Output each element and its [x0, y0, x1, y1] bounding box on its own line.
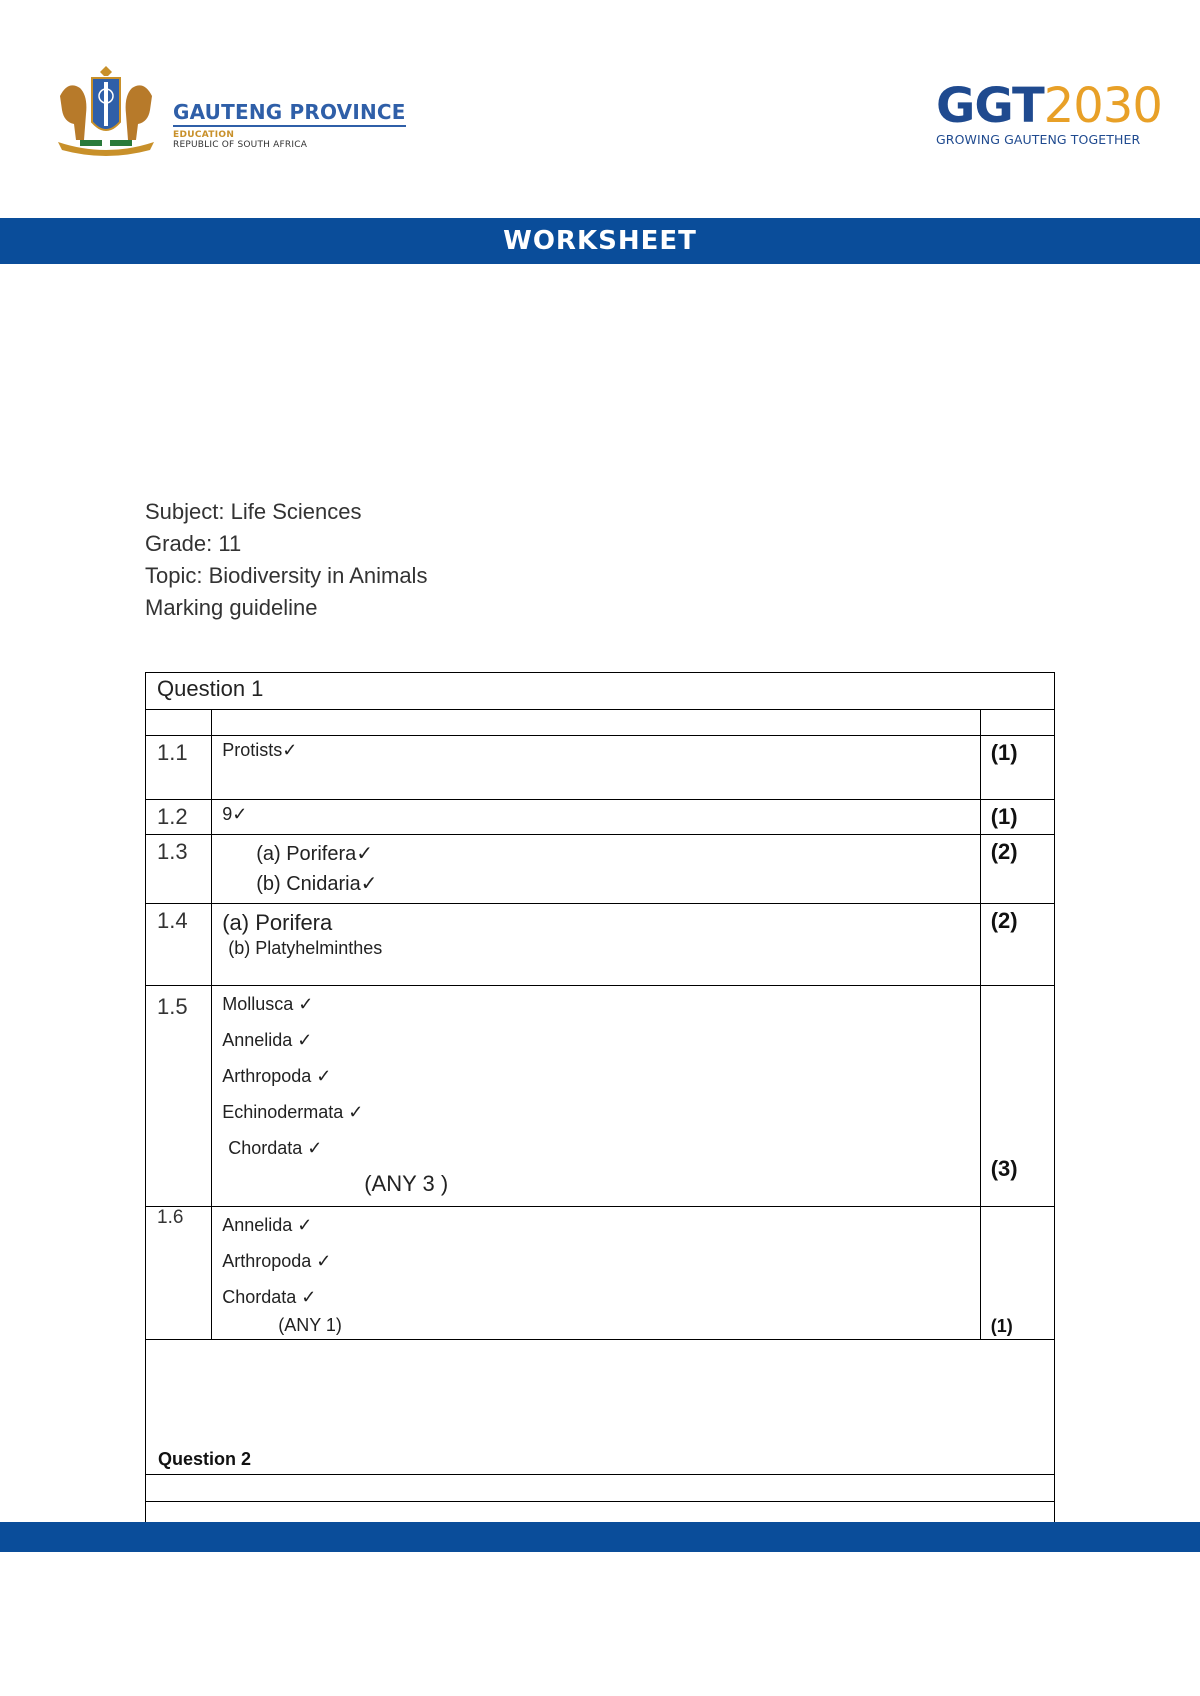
answer-line: (b) Cnidaria✓ — [256, 873, 378, 895]
answer-line: Annelida ✓ — [222, 1215, 313, 1235]
worksheet-meta — [145, 496, 427, 624]
answer-line: Echinodermata ✓ — [222, 1102, 364, 1122]
province-title: GAUTENG PROVINCE — [173, 100, 406, 127]
mark-cell: (1) — [980, 1207, 1054, 1340]
answer-cell — [212, 1207, 981, 1340]
marking-guideline-table — [145, 672, 1055, 1529]
answer-cell — [212, 800, 981, 835]
table-row — [146, 835, 1055, 904]
table-row — [146, 800, 1055, 835]
province-logo-text — [173, 100, 406, 150]
page-header — [0, 0, 1200, 200]
question2-title: Question 2 — [146, 1340, 1055, 1475]
question2-header-row — [146, 1340, 1055, 1475]
coat-of-arms-icon — [50, 66, 162, 156]
table-row — [146, 1207, 1055, 1340]
mark-cell: (3) — [980, 986, 1054, 1207]
question-number: 1.3 — [146, 835, 212, 904]
table-row — [146, 904, 1055, 986]
question1-title: Question 1 — [146, 673, 1055, 710]
topic-line: Topic: Biodiversity in Animals — [145, 563, 428, 588]
question-number: 1.4 — [146, 904, 212, 986]
answer-cell — [212, 986, 981, 1207]
answer-cell — [212, 835, 981, 904]
answer-line: (a) Porifera — [222, 910, 333, 935]
province-department: EDUCATION — [173, 130, 235, 140]
mark-cell: (1) — [980, 800, 1054, 835]
table-cell — [146, 710, 212, 736]
question-number: 1.6 — [146, 1207, 212, 1340]
table-blank-row — [146, 1475, 1055, 1502]
ggt-logo-year: 2030 — [1043, 78, 1162, 134]
worksheet-title: WORKSHEET — [503, 226, 697, 256]
answer-line: Chordata ✓ — [228, 1138, 323, 1158]
answer-line: Arthropoda ✓ — [222, 1251, 332, 1271]
subject-line: Subject: Life Sciences — [145, 499, 362, 524]
worksheet-banner — [0, 218, 1200, 264]
answer-line: Mollusca ✓ — [222, 994, 314, 1014]
grade-line: Grade: 11 — [145, 531, 242, 556]
question1-header-row — [146, 673, 1055, 710]
question-number: 1.5 — [146, 986, 212, 1207]
table-cell — [980, 710, 1054, 736]
answer-line: (ANY 1) — [278, 1315, 342, 1335]
table-blank-row — [146, 710, 1055, 736]
answer-cell — [212, 904, 981, 986]
question-number: 1.2 — [146, 800, 212, 835]
ggt2030-logo — [936, 78, 1162, 147]
ggt-logo-main: GGT — [936, 78, 1044, 134]
mark-cell: (1) — [980, 736, 1054, 800]
answer-cell — [212, 736, 981, 800]
answer-line: Chordata ✓ — [222, 1287, 317, 1307]
answer-line: Arthropoda ✓ — [222, 1066, 332, 1086]
answer-line: Protists✓ — [222, 740, 298, 760]
province-country: REPUBLIC OF SOUTH AFRICA — [173, 140, 308, 150]
answer-line: (a) Porifera✓ — [256, 843, 373, 865]
mark-cell: (2) — [980, 835, 1054, 904]
answer-line: (ANY 3 ) — [364, 1171, 449, 1196]
mark-cell: (2) — [980, 904, 1054, 986]
ggt-tagline: GROWING GAUTENG TOGETHER — [936, 132, 1141, 147]
answer-line: Annelida ✓ — [222, 1030, 313, 1050]
table-cell — [212, 710, 981, 736]
answer-line: (b) Platyhelminthes — [228, 938, 383, 958]
footer-band — [0, 1522, 1200, 1552]
answer-line: 9✓ — [222, 804, 248, 824]
doc-type-line: Marking guideline — [145, 595, 318, 620]
table-row — [146, 986, 1055, 1207]
table-row — [146, 736, 1055, 800]
table-cell — [146, 1475, 1055, 1502]
question-number: 1.1 — [146, 736, 212, 800]
